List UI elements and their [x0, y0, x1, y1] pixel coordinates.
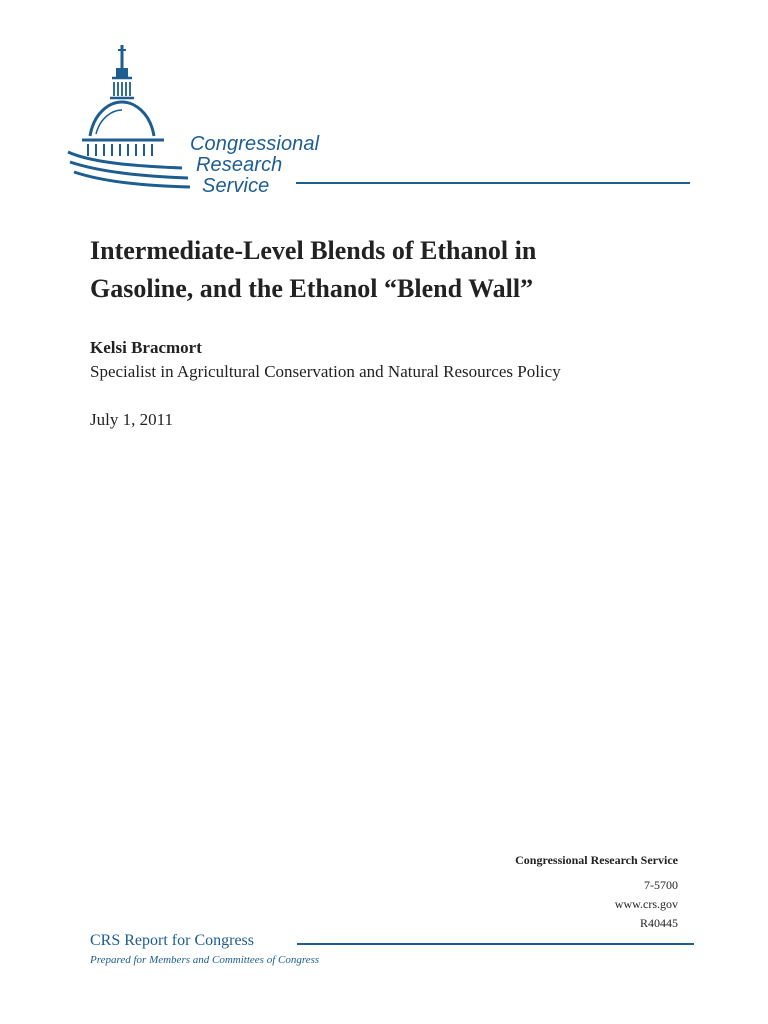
report-label: CRS Report for Congress [90, 932, 254, 949]
header-rule [296, 182, 690, 184]
report-title [90, 232, 690, 308]
crs-report-number: R40445 [639, 916, 678, 930]
crs-org-name: Congressional Research Service [515, 853, 678, 867]
logo-line-3: Service [202, 175, 270, 197]
report-date: July 1, 2011 [90, 410, 173, 429]
author-name: Kelsi Bracmort [90, 338, 202, 357]
crs-logo-text [190, 134, 319, 197]
title-line-2: Gasoline, and the Ethanol “Blend Wall” [90, 274, 534, 303]
capitol-dome-icon [60, 40, 200, 190]
author-role: Specialist in Agricultural Conservation and Natural Resources Policy [90, 362, 561, 381]
title-line-1: Intermediate-Level Blends of Ethanol in [90, 236, 537, 265]
report-subtitle: Prepared for Members and Committees of Congress [90, 954, 320, 966]
crs-website[interactable]: www.crs.gov [614, 897, 678, 911]
crs-info-block [515, 851, 678, 933]
logo-line-2: Research [196, 154, 283, 176]
footer-rule [297, 943, 694, 945]
logo-line-1: Congressional [190, 133, 320, 155]
crs-phone: 7-5700 [644, 878, 678, 892]
